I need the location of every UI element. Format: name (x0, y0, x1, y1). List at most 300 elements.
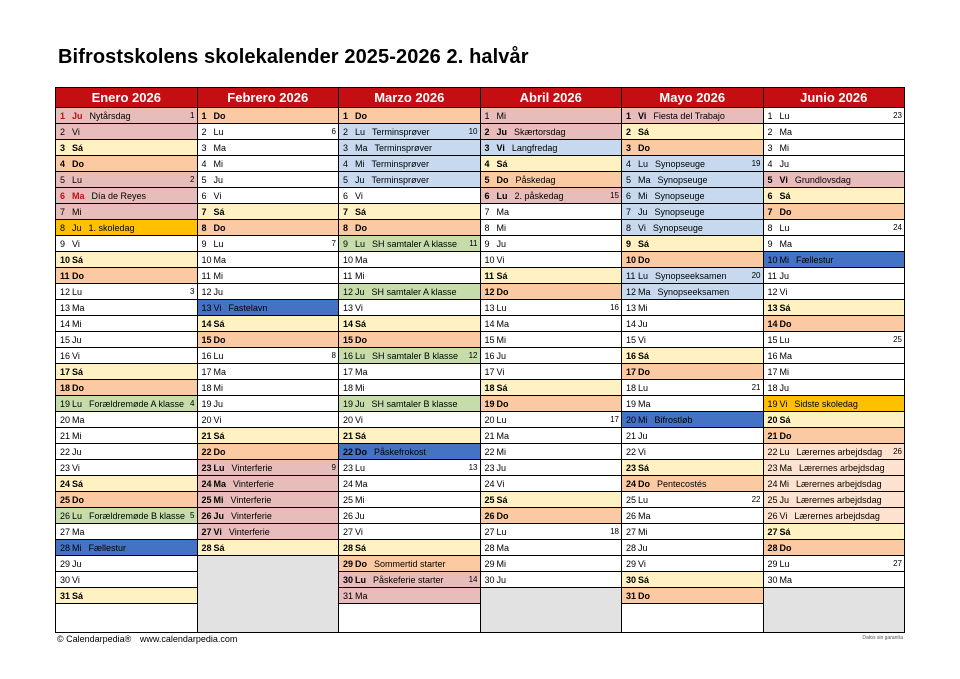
day-number: 23 (767, 463, 778, 473)
day-cell[interactable] (56, 124, 197, 140)
day-cell[interactable] (622, 476, 763, 492)
day-cell[interactable] (481, 540, 622, 556)
day-cell[interactable] (481, 348, 622, 364)
day-cell[interactable] (481, 284, 622, 300)
day-cell[interactable] (198, 428, 339, 444)
day-cell[interactable] (56, 412, 197, 428)
day-cell[interactable] (622, 284, 763, 300)
weekday-label: Sá (779, 415, 791, 425)
day-cell[interactable] (622, 124, 763, 140)
day-cell[interactable] (56, 540, 197, 556)
weekday-label: Lu (638, 383, 649, 393)
day-cell[interactable] (481, 316, 622, 332)
day-number: 5 (60, 175, 66, 185)
day-cell[interactable] (56, 524, 197, 540)
day-cell[interactable] (764, 364, 905, 380)
day-cell[interactable] (56, 508, 197, 524)
day-cell[interactable] (764, 540, 905, 556)
day-number: 31 (343, 591, 354, 601)
weekday-label: Do (496, 511, 509, 521)
week-number: 27 (891, 556, 902, 572)
day-cell[interactable] (764, 412, 905, 428)
weekday-label: Ma (779, 463, 793, 473)
day-number: 21 (767, 431, 778, 441)
day-cell[interactable] (56, 380, 197, 396)
day-cell[interactable] (339, 540, 480, 556)
event-label: Forældremøde A klasse (89, 399, 185, 409)
day-number: 7 (201, 207, 207, 217)
day-cell[interactable] (764, 108, 905, 124)
day-cell[interactable] (622, 108, 763, 124)
day-cell[interactable] (339, 508, 480, 524)
weekday-label: Ma (72, 191, 85, 201)
day-number: 6 (626, 191, 632, 201)
day-cell[interactable] (56, 460, 197, 476)
day-cell[interactable] (339, 332, 480, 348)
weekday-label: Sá (638, 127, 650, 137)
day-cell[interactable] (198, 108, 339, 124)
day-cell[interactable] (339, 284, 480, 300)
weekday-label: Ma (355, 591, 368, 601)
day-cell[interactable] (622, 188, 763, 204)
day-cell[interactable] (622, 204, 763, 220)
day-number: 14 (767, 319, 778, 329)
day-cell[interactable] (622, 252, 763, 268)
day-cell[interactable] (339, 188, 480, 204)
day-cell[interactable] (622, 268, 763, 284)
day-cell[interactable] (481, 332, 622, 348)
weekday-label: Ma (779, 239, 793, 249)
day-cell[interactable] (622, 332, 763, 348)
day-cell[interactable] (339, 572, 480, 588)
week-number: 14 (467, 572, 478, 588)
day-cell[interactable] (198, 156, 339, 172)
day-number: 16 (201, 351, 212, 361)
day-cell[interactable] (198, 540, 339, 556)
day-cell[interactable] (198, 380, 339, 396)
weekday-label: Vi (779, 511, 788, 521)
day-number: 6 (60, 191, 66, 201)
weekday-label: Mi (779, 479, 790, 489)
day-cell[interactable] (622, 396, 763, 412)
day-cell[interactable] (56, 572, 197, 588)
weekday-label: Lu (213, 463, 225, 473)
day-cell[interactable] (198, 476, 339, 492)
weekday-label: Lu (638, 159, 649, 169)
day-cell[interactable] (198, 492, 339, 508)
weekday-label: Lu (779, 447, 790, 457)
weekday-label: Sá (72, 367, 84, 377)
day-cell[interactable] (622, 444, 763, 460)
month-column (197, 88, 339, 632)
day-cell[interactable] (339, 380, 480, 396)
day-cell[interactable] (622, 588, 763, 604)
day-cell[interactable] (56, 204, 197, 220)
day-cell[interactable] (198, 460, 339, 476)
day-cell[interactable] (198, 412, 339, 428)
day-cell[interactable] (198, 140, 339, 156)
day-cell[interactable] (198, 364, 339, 380)
day-cell[interactable] (764, 428, 905, 444)
weekday-label: Lu (355, 239, 366, 249)
day-number: 10 (484, 255, 495, 265)
week-number: 21 (750, 380, 761, 396)
day-cell[interactable] (764, 268, 905, 284)
day-cell[interactable] (56, 140, 197, 156)
weekday-label: Sá (779, 527, 791, 537)
day-cell[interactable] (339, 492, 480, 508)
footer (57, 634, 237, 644)
event-label: Synopseuge (655, 159, 706, 169)
day-number: 25 (626, 495, 637, 505)
weekday-label: Vi (72, 575, 80, 585)
day-number: 31 (626, 591, 637, 601)
weekday-label: Do (355, 335, 368, 345)
weekday-label: Sá (355, 543, 367, 553)
day-cell[interactable] (622, 428, 763, 444)
day-cell[interactable] (56, 284, 197, 300)
empty-cell (198, 556, 339, 632)
day-cell[interactable] (339, 524, 480, 540)
day-cell[interactable] (56, 188, 197, 204)
month-header: Marzo 2026 (339, 88, 480, 108)
day-cell[interactable] (764, 524, 905, 540)
day-cell[interactable] (481, 188, 622, 204)
day-cell[interactable] (481, 492, 622, 508)
day-cell[interactable] (622, 492, 763, 508)
day-cell[interactable] (764, 124, 905, 140)
day-cell[interactable] (764, 220, 905, 236)
weekday-label: Mi (638, 303, 648, 313)
weekday-label: Ju (496, 127, 508, 137)
day-number: 22 (767, 447, 778, 457)
day-cell[interactable] (56, 316, 197, 332)
day-cell[interactable] (622, 316, 763, 332)
day-cell[interactable] (339, 428, 480, 444)
day-cell[interactable] (622, 172, 763, 188)
day-cell[interactable] (764, 172, 905, 188)
day-cell[interactable] (622, 236, 763, 252)
day-number: 3 (767, 143, 773, 153)
event-label: Grundlovsdag (794, 175, 851, 185)
day-cell[interactable] (764, 476, 905, 492)
day-cell[interactable] (56, 348, 197, 364)
day-cell[interactable] (339, 204, 480, 220)
weekday-label: Do (779, 207, 792, 217)
day-cell[interactable] (622, 364, 763, 380)
weekday-label: Do (496, 287, 509, 297)
day-cell[interactable] (56, 364, 197, 380)
day-number: 27 (343, 527, 354, 537)
day-cell[interactable] (339, 396, 480, 412)
day-cell[interactable] (481, 476, 622, 492)
day-cell[interactable] (198, 236, 339, 252)
day-cell[interactable] (764, 444, 905, 460)
day-cell[interactable] (56, 300, 197, 316)
day-cell[interactable] (622, 156, 763, 172)
weekday-label: Ju (496, 239, 507, 249)
day-cell[interactable] (481, 396, 622, 412)
weekday-label: Do (496, 175, 509, 185)
day-cell[interactable] (56, 108, 197, 124)
day-number: 21 (201, 431, 212, 441)
day-number: 18 (484, 383, 495, 393)
day-cell[interactable] (764, 332, 905, 348)
day-cell[interactable] (481, 428, 622, 444)
weekday-label: Do (355, 447, 368, 457)
day-number: 19 (484, 399, 495, 409)
day-cell[interactable] (481, 444, 622, 460)
day-number: 28 (201, 543, 212, 553)
day-number: 15 (484, 335, 495, 345)
day-number: 23 (343, 463, 354, 473)
day-cell[interactable] (198, 524, 339, 540)
weekday-label: Lu (779, 223, 790, 233)
day-cell[interactable] (764, 348, 905, 364)
day-cell[interactable] (764, 396, 905, 412)
day-cell[interactable] (481, 364, 622, 380)
day-cell[interactable] (622, 140, 763, 156)
day-cell[interactable] (339, 156, 480, 172)
weekday-label: Ju (213, 399, 224, 409)
day-number: 9 (626, 239, 632, 249)
day-cell[interactable] (339, 364, 480, 380)
day-number: 29 (626, 559, 637, 569)
day-number: 22 (60, 447, 71, 457)
day-cell[interactable] (198, 188, 339, 204)
event-label: Lærernes arbejdsdag (799, 463, 885, 473)
weekday-label: Mi (72, 319, 82, 329)
day-cell[interactable] (481, 508, 622, 524)
weekday-label: Ma (779, 351, 793, 361)
day-cell[interactable] (764, 300, 905, 316)
weekday-label: Mi (496, 223, 506, 233)
day-number: 12 (767, 287, 778, 297)
day-cell[interactable] (622, 300, 763, 316)
day-cell[interactable] (198, 444, 339, 460)
weekday-label: Ma (779, 575, 793, 585)
weekday-label: Mi (638, 527, 648, 537)
day-cell[interactable] (198, 316, 339, 332)
day-cell[interactable] (481, 380, 622, 396)
weekday-label: Sá (213, 207, 225, 217)
day-cell[interactable] (622, 540, 763, 556)
day-cell[interactable] (622, 460, 763, 476)
day-cell[interactable] (198, 172, 339, 188)
weekday-label: Mi (779, 255, 790, 265)
day-cell[interactable] (339, 444, 480, 460)
day-cell[interactable] (481, 236, 622, 252)
day-cell[interactable] (198, 124, 339, 140)
day-number: 26 (60, 511, 71, 521)
day-cell[interactable] (764, 380, 905, 396)
day-cell[interactable] (56, 156, 197, 172)
day-cell[interactable] (56, 444, 197, 460)
day-cell[interactable] (339, 124, 480, 140)
day-cell[interactable] (622, 572, 763, 588)
day-cell[interactable] (764, 236, 905, 252)
website-link[interactable]: www.calendarpedia.com (139, 634, 238, 644)
weekday-label: Sá (496, 271, 508, 281)
day-cell[interactable] (481, 524, 622, 540)
day-cell[interactable] (622, 220, 763, 236)
weekday-label: Ju (638, 543, 648, 553)
day-cell[interactable] (481, 572, 622, 588)
day-cell[interactable] (764, 284, 905, 300)
weekday-label: Vi (496, 367, 505, 377)
day-cell[interactable] (764, 556, 905, 572)
weekday-label: Sá (355, 207, 367, 217)
day-cell[interactable] (339, 268, 480, 284)
day-cell[interactable] (56, 396, 197, 412)
weekday-label: Vi (496, 143, 505, 153)
event-label: Påskefrokost (374, 447, 427, 457)
day-cell[interactable] (56, 476, 197, 492)
day-cell[interactable] (198, 252, 339, 268)
day-cell[interactable] (339, 252, 480, 268)
day-cell[interactable] (481, 412, 622, 428)
day-cell[interactable] (339, 476, 480, 492)
day-cell[interactable] (198, 220, 339, 236)
day-cell[interactable] (56, 556, 197, 572)
month-header: Enero 2026 (56, 88, 197, 108)
weekday-label: Ju (638, 207, 648, 217)
day-cell[interactable] (764, 316, 905, 332)
day-cell[interactable] (56, 588, 197, 604)
day-cell[interactable] (622, 380, 763, 396)
day-cell[interactable] (339, 348, 480, 364)
day-cell[interactable] (481, 220, 622, 236)
day-cell[interactable] (339, 108, 480, 124)
day-cell[interactable] (481, 556, 622, 572)
day-cell[interactable] (481, 204, 622, 220)
day-cell[interactable] (481, 300, 622, 316)
day-number: 9 (60, 239, 66, 249)
day-cell[interactable] (56, 332, 197, 348)
day-cell[interactable] (339, 556, 480, 572)
day-cell[interactable] (198, 348, 339, 364)
day-cell[interactable] (339, 236, 480, 252)
day-number: 18 (626, 383, 637, 393)
day-cell[interactable] (764, 572, 905, 588)
day-cell[interactable] (764, 140, 905, 156)
day-cell[interactable] (622, 556, 763, 572)
day-cell[interactable] (198, 396, 339, 412)
weekday-label: Ju (779, 271, 790, 281)
weekday-label: Sá (213, 319, 225, 329)
weekday-label: Do (72, 383, 85, 393)
weekday-label: Vi (638, 447, 646, 457)
event-label: 1. skoledag (88, 223, 135, 233)
day-cell[interactable] (622, 348, 763, 364)
weekday-label: Do (355, 559, 368, 569)
weekday-label: Sá (496, 495, 508, 505)
day-cell[interactable] (339, 588, 480, 604)
day-number: 25 (484, 495, 495, 505)
day-cell[interactable] (339, 220, 480, 236)
day-cell[interactable] (622, 524, 763, 540)
day-cell[interactable] (198, 284, 339, 300)
day-number: 5 (626, 175, 632, 185)
day-number: 18 (767, 383, 778, 393)
day-cell[interactable] (481, 108, 622, 124)
day-number: 9 (201, 239, 207, 249)
day-cell[interactable] (339, 412, 480, 428)
day-cell[interactable] (198, 204, 339, 220)
day-cell[interactable] (198, 300, 339, 316)
day-cell[interactable] (56, 428, 197, 444)
day-cell[interactable] (339, 172, 480, 188)
day-cell[interactable] (56, 220, 197, 236)
weekday-label: Ma (213, 367, 227, 377)
day-cell[interactable] (198, 268, 339, 284)
day-cell[interactable] (622, 508, 763, 524)
day-cell[interactable] (481, 252, 622, 268)
weekday-label: Do (213, 111, 226, 121)
empty-cell (764, 588, 905, 632)
day-cell[interactable] (339, 460, 480, 476)
day-cell[interactable] (764, 204, 905, 220)
weekday-label: Do (779, 431, 792, 441)
day-cell[interactable] (764, 188, 905, 204)
weekday-label: Vi (355, 527, 363, 537)
day-cell[interactable] (481, 156, 622, 172)
weekday-label: Ma (355, 479, 368, 489)
day-cell[interactable] (622, 412, 763, 428)
day-cell[interactable] (764, 492, 905, 508)
day-number: 2 (60, 127, 66, 137)
weekday-label: Ju (72, 559, 82, 569)
day-cell[interactable] (481, 124, 622, 140)
day-cell[interactable] (481, 460, 622, 476)
day-cell[interactable] (481, 268, 622, 284)
weekday-label: Ju (72, 447, 82, 457)
day-cell[interactable] (764, 252, 905, 268)
day-number: 15 (767, 335, 778, 345)
weekday-label: Sá (638, 463, 650, 473)
day-cell[interactable] (764, 460, 905, 476)
day-number: 19 (201, 399, 212, 409)
day-cell[interactable] (56, 172, 197, 188)
day-number: 26 (484, 511, 495, 521)
weekday-label: Sá (779, 191, 791, 201)
weekday-label: Lu (779, 111, 790, 121)
day-cell[interactable] (56, 236, 197, 252)
event-label: Sommertid starter (374, 559, 446, 569)
day-cell[interactable] (764, 156, 905, 172)
day-cell[interactable] (198, 332, 339, 348)
day-number: 7 (60, 207, 66, 217)
day-cell[interactable] (339, 316, 480, 332)
day-cell[interactable] (56, 492, 197, 508)
weekday-label: Lu (72, 175, 83, 185)
day-cell[interactable] (339, 300, 480, 316)
day-cell[interactable] (56, 252, 197, 268)
week-number: 10 (467, 124, 478, 140)
week-number: 19 (750, 156, 761, 172)
day-cell[interactable] (764, 508, 905, 524)
day-number: 1 (343, 111, 349, 121)
weekday-label: Mi (496, 335, 507, 345)
day-cell[interactable] (481, 140, 622, 156)
day-cell[interactable] (339, 140, 480, 156)
day-cell[interactable] (481, 172, 622, 188)
day-cell[interactable] (198, 508, 339, 524)
day-cell[interactable] (56, 268, 197, 284)
day-number: 14 (60, 319, 71, 329)
day-number: 11 (626, 271, 636, 281)
event-label: Lærernes arbejdsdag (794, 511, 880, 521)
